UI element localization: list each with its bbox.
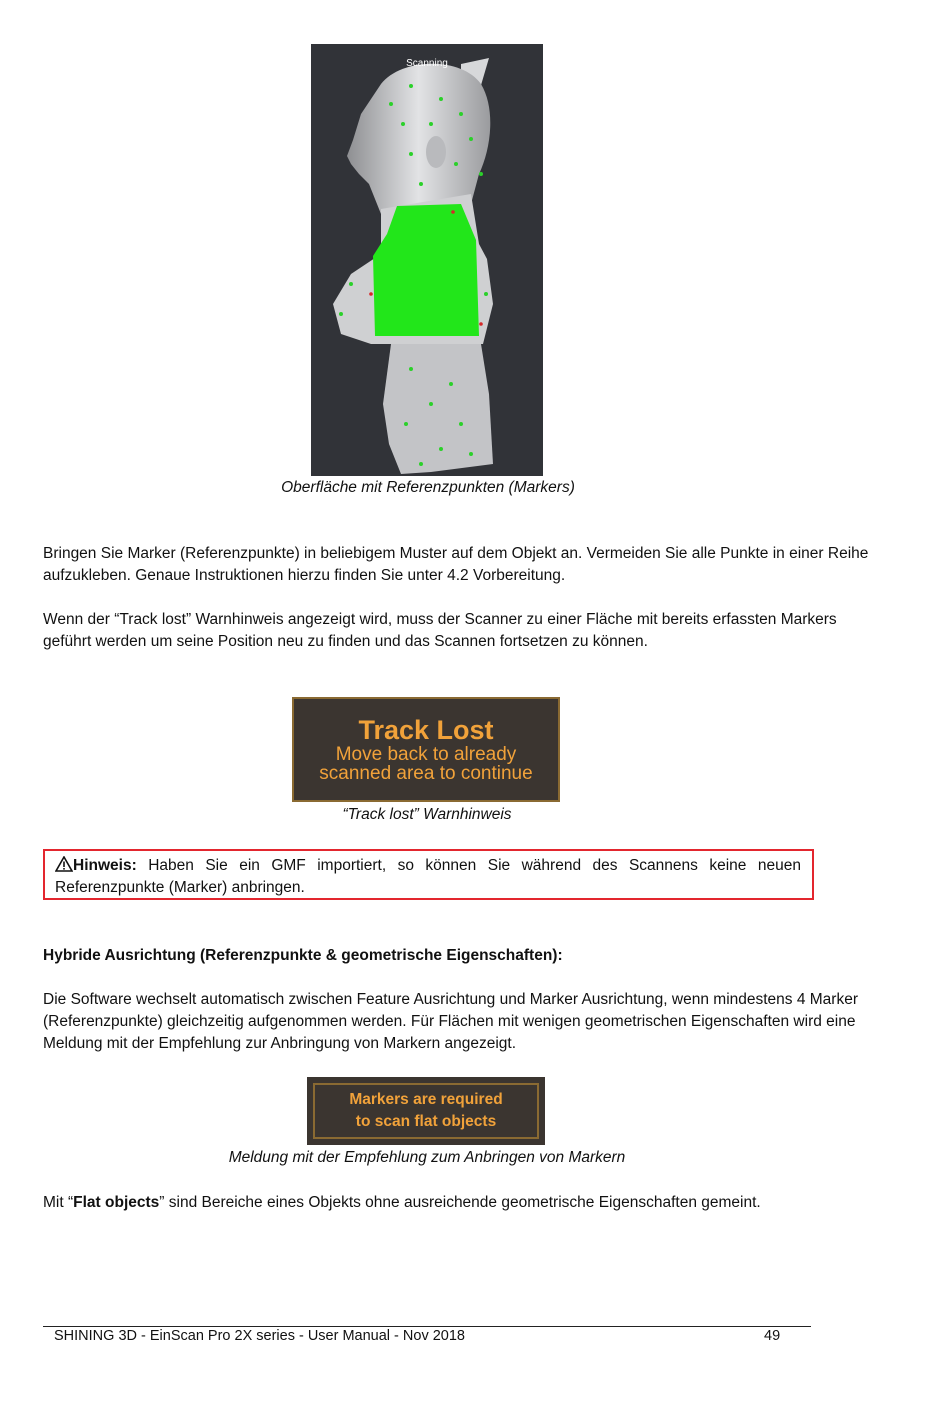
- flat-objects-suffix: ” sind Bereiche eines Objekts ohne ausreichende geometrische Eigenschaften gemeint.: [159, 1194, 761, 1211]
- track-lost-message-line2: scanned area to continue: [319, 763, 533, 784]
- track-lost-warning-panel: [292, 697, 560, 802]
- flat-objects-term: Flat objects: [73, 1194, 160, 1211]
- figure-caption-markers: Oberfläche mit Referenzpunkten (Markers): [281, 479, 575, 496]
- paragraph-flat-objects: [43, 1192, 873, 1214]
- page-number: 49: [764, 1328, 781, 1344]
- note-box: [43, 849, 814, 900]
- scanning-label: Scanning: [406, 58, 448, 69]
- paragraph-marker-placement: Bringen Sie Marker (Referenzpunkte) in beliebigem Muster auf dem Objekt an. Vermeiden Sie alle Punkte in einer Reihe aufzukleben. Genaue Instruktionen hierzu finden Sie unter 4.2 Vorbereitung.: [43, 545, 869, 584]
- footer-divider: [43, 1326, 811, 1327]
- bust-scan-graphic: [311, 44, 543, 476]
- track-lost-title: Track Lost: [358, 715, 494, 745]
- paragraph-hybrid-alignment: Die Software wechselt automatisch zwischen Feature Ausrichtung und Marker Ausrichtung, wenn mindestens 4 Marker (Referenzpunkte) gleichzeitig aufgenommen werden. Für Flächen mit wenigen geometrischen Eigenschaften wird eine Meldung mit der Empfehlung zur Anbringung von Markern angezeigt.: [43, 991, 858, 1052]
- note-label: Hinweis:: [73, 857, 137, 874]
- flat-objects-prefix: Mit “: [43, 1194, 74, 1211]
- paragraph-track-lost: Wenn der “Track lost” Warnhinweis angezeigt wird, muss der Scanner zu einer Fläche mit bereits erfassten Markers geführt werden um seine Position neu zu finden und das Scannen fortsetzen zu können.: [43, 611, 837, 650]
- markers-message-line2: to scan flat objects: [355, 1113, 497, 1130]
- figure-caption-track-lost: “Track lost” Warnhinweis: [342, 806, 512, 823]
- warning-icon: [55, 856, 73, 872]
- scan-image: [311, 44, 543, 476]
- figure-caption-markers-message: Meldung mit der Empfehlung zum Anbringen von Markern: [228, 1149, 626, 1166]
- markers-message-line1: Markers are required: [349, 1091, 503, 1108]
- track-lost-message-line1: Move back to already: [335, 744, 517, 765]
- note-text: Haben Sie ein GMF importiert, so können Sie während des Scannens keine neuen Referenzpunkte (Marker) anbringen.: [55, 857, 801, 896]
- footer-text: SHINING 3D - EinScan Pro 2X series - User Manual - Nov 2018: [54, 1328, 465, 1344]
- markers-required-panel: [307, 1077, 545, 1145]
- section-heading: Hybride Ausrichtung (Referenzpunkte & geometrische Eigenschaften):: [43, 947, 563, 964]
